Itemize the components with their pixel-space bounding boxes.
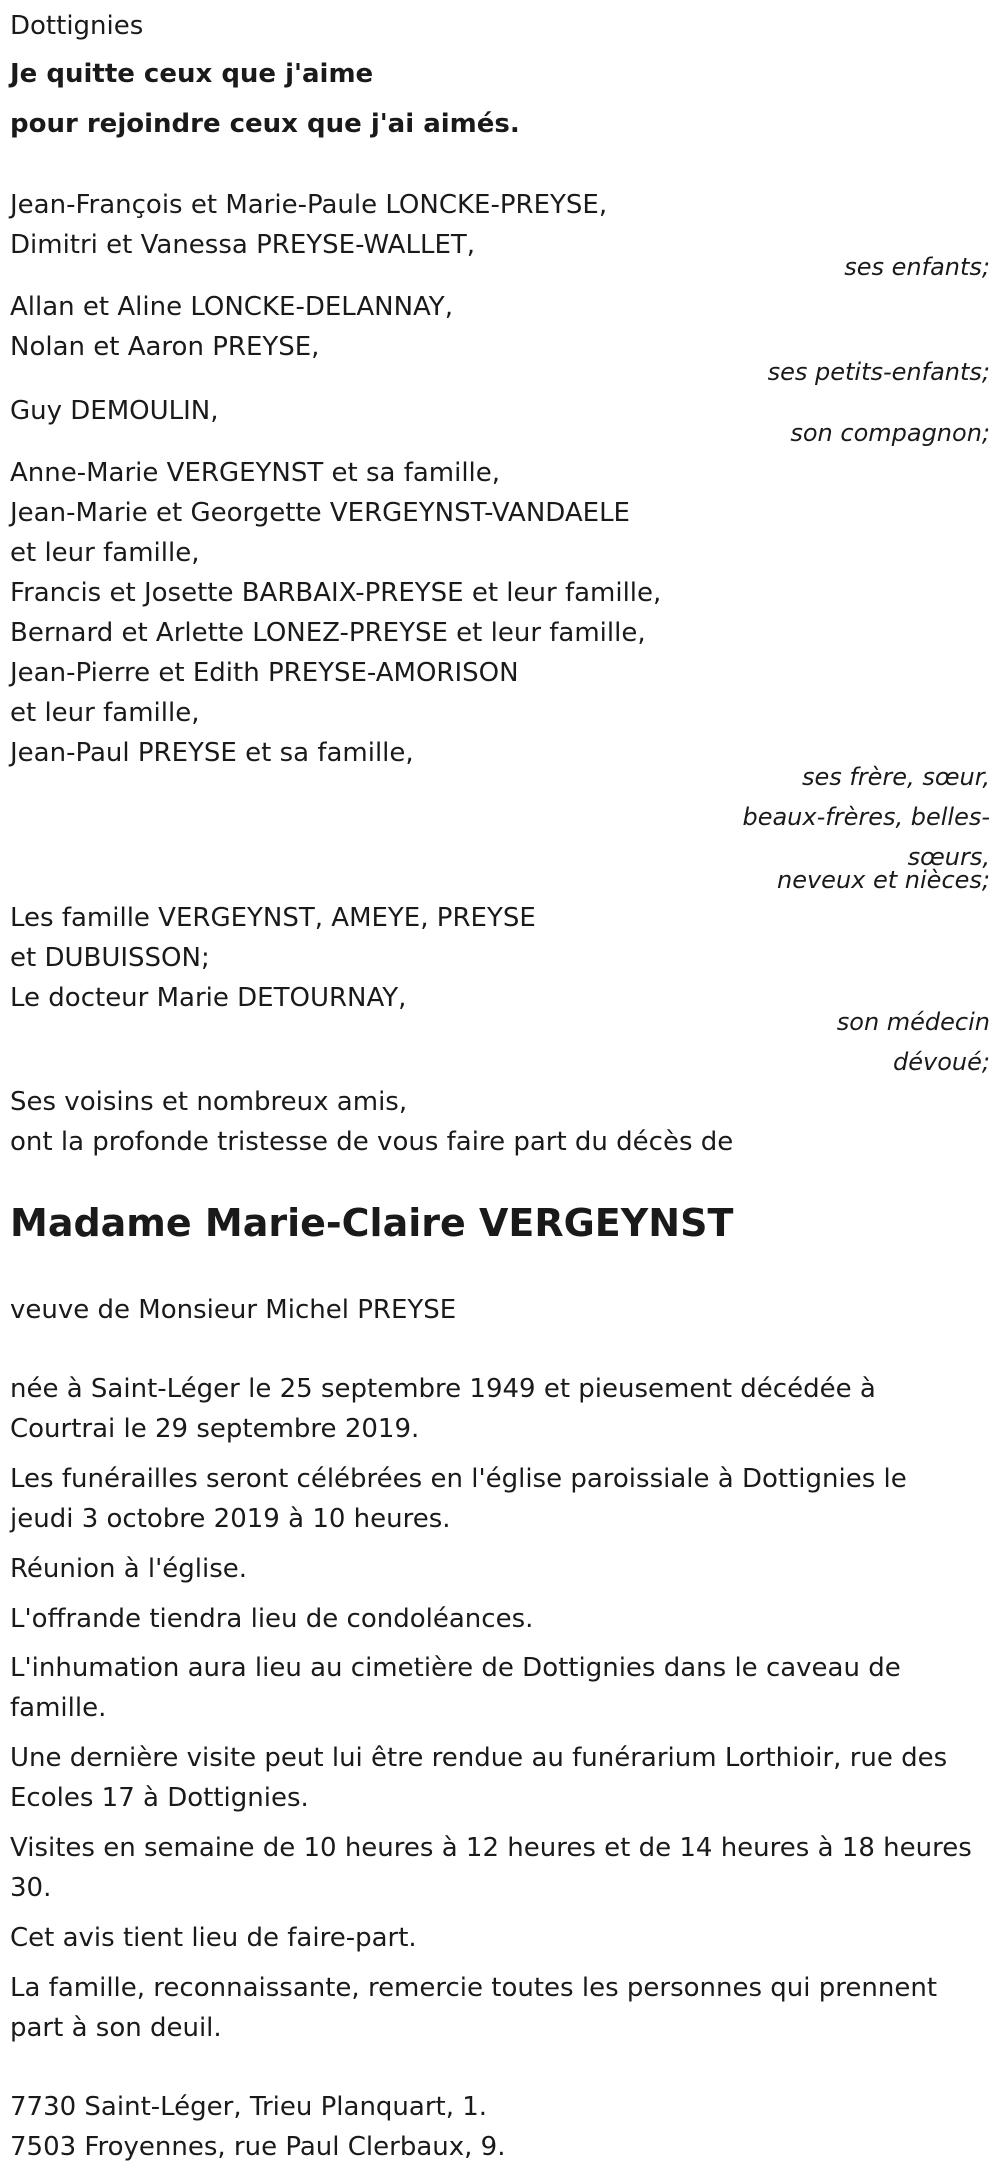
detail-line: 30. [10,1873,52,1903]
detail-line: famille. [10,1693,107,1723]
quote-line-1: Je quitte ceux que j'aime [10,59,374,89]
quote-line-2: pour rejoindre ceux que j'ai aimés. [10,109,520,139]
detail-line: Courtrai le 29 septembre 2019. [10,1414,420,1444]
companion-line: Guy DEMOULIN, [10,396,219,426]
siblings-role: neveux et nièces; [777,866,990,894]
address-line: 7503 Froyennes, rue Paul Clerbaux, 9. [10,2132,506,2162]
friends-line: Ses voisins et nombreux amis, [10,1087,408,1117]
siblings-role: beaux-frères, belles- [742,803,990,831]
sibling-line: et leur famille, [10,538,200,568]
doctor-role: son médecin [836,1008,990,1036]
grandchildren-line: Allan et Aline LONCKE-DELANNAY, [10,292,453,322]
place-label: Dottignies [10,11,144,41]
others-line: et DUBUISSON; [10,943,210,973]
children-line: Dimitri et Vanessa PREYSE-WALLET, [10,230,476,260]
sibling-line: Jean-Marie et Georgette VERGEYNST-VANDAELE [10,498,630,528]
companion-role: son compagnon; [790,419,990,447]
sibling-line: Jean-Pierre et Edith PREYSE-AMORISON [10,658,519,688]
others-line: Le docteur Marie DETOURNAY, [10,983,407,1013]
deceased-name: Madame Marie-Claire VERGEYNST [10,1201,734,1245]
sibling-line: Francis et Josette BARBAIX-PREYSE et leur famille, [10,578,662,608]
detail-line: L'offrande tiendra lieu de condoléances. [10,1604,534,1634]
detail-line: jeudi 3 octobre 2019 à 10 heures. [10,1504,451,1534]
detail-line: L'inhumation aura lieu au cimetière de Dottignies dans le caveau de [10,1653,901,1683]
children-line: Jean-François et Marie-Paule LONCKE-PREYSE, [10,190,608,220]
sibling-line: Jean-Paul PREYSE et sa famille, [10,738,414,768]
detail-line: Les funérailles seront célébrées en l'église paroissiale à Dottignies le [10,1464,907,1494]
detail-line: Visites en semaine de 10 heures à 12 heures et de 14 heures à 18 heures [10,1833,972,1863]
siblings-role: sœurs, [907,843,990,871]
detail-line: part à son deuil. [10,2013,222,2043]
detail-line: Cet avis tient lieu de faire-part. [10,1923,417,1953]
children-role: ses enfants; [844,253,990,281]
grandchildren-line: Nolan et Aaron PREYSE, [10,332,320,362]
detail-line: née à Saint-Léger le 25 septembre 1949 et pieusement décédée à [10,1374,876,1404]
detail-line: La famille, reconnaissante, remercie toutes les personnes qui prennent [10,1973,938,2003]
sibling-line: Bernard et Arlette LONEZ-PREYSE et leur famille, [10,618,646,648]
doctor-role: dévoué; [893,1048,990,1076]
friends-line: ont la profonde tristesse de vous faire part du décès de [10,1127,734,1157]
detail-line: Ecoles 17 à Dottignies. [10,1783,309,1813]
grandchildren-role: ses petits-enfants; [767,358,990,386]
detail-line: Réunion à l'église. [10,1554,248,1584]
sibling-line: Anne-Marie VERGEYNST et sa famille, [10,458,501,488]
detail-line: Une dernière visite peut lui être rendue au funérarium Lorthioir, rue des [10,1743,948,1773]
sibling-line: et leur famille, [10,698,200,728]
widow-of: veuve de Monsieur Michel PREYSE [10,1295,457,1325]
others-line: Les famille VERGEYNST, AMEYE, PREYSE [10,903,536,933]
siblings-role: ses frère, sœur, [801,763,990,791]
address-line: 7730 Saint-Léger, Trieu Planquart, 1. [10,2092,488,2122]
